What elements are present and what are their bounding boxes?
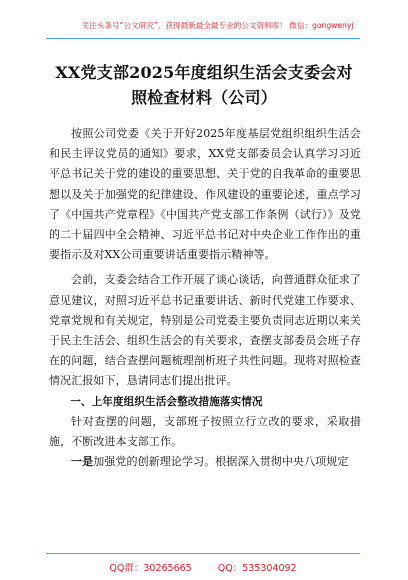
footer-divider: [46, 553, 360, 554]
title-line-2: 照检查材料（公司）: [131, 88, 277, 107]
title-line-1: XX党支部2025年度组织生活会支委会对: [55, 63, 353, 82]
document-title: [46, 60, 362, 110]
paragraph-3: 针对查摆的问题，支部班子按照立行立改的要求，采取措施，不断改进本支部工作。: [49, 414, 361, 449]
footer: [46, 560, 360, 574]
header-divider: [46, 38, 360, 39]
paragraph-1: 按照公司党委《关于开好2025年度基层党组织组织生活会和民主评议党员的通知》要求，XX党支部委员会认真学习习近平总书记关于党的建设的重要思想、关于党的自我革命的重要思想以及关于加强党的纪律建设、作风建设的重要论述，重点学习了《中国共产党章程》《中国共产党支部工作条例（试行）》及党的二十届四中全会精神、习近平总书记对中央企业工作作出的重要指示及对XX公司重要讲话重要指示精神等。: [49, 127, 361, 262]
header-banner: 关注头条号“公文研究”，获得最新最全最专业的公文资料库！ 微信：gongwenyj: [81, 21, 354, 30]
document-body: [49, 124, 361, 472]
paragraph-2: 会前，支委会结合工作开展了谈心谈话，向普通群众征求了意见建议，对照习近平总书记重要讲话、新时代党建工作要求、党章党规和有关规定，特别是公司党委主要负责同志近期以来关于民主生活会、组织生活会的有关要求，查摆支部委员会班子存在的问题，结合查摆问题梳理剖析班子共性问题。现将对照检查情况汇报如下，恳请同志们提出批评。: [49, 273, 361, 388]
footer-qq-number: QQ：535304092: [217, 563, 297, 574]
footer-qq-group: QQ群：30265665: [109, 563, 192, 574]
paragraph-4-text: 加强党的创新理论学习。根据深入贯彻中央八项规定: [93, 455, 349, 469]
paragraph-4-lead: 一是: [71, 455, 94, 469]
section-heading-1: 一、上年度组织生活会整改措施落实情况: [70, 395, 263, 408]
paragraph-4: [49, 452, 361, 472]
